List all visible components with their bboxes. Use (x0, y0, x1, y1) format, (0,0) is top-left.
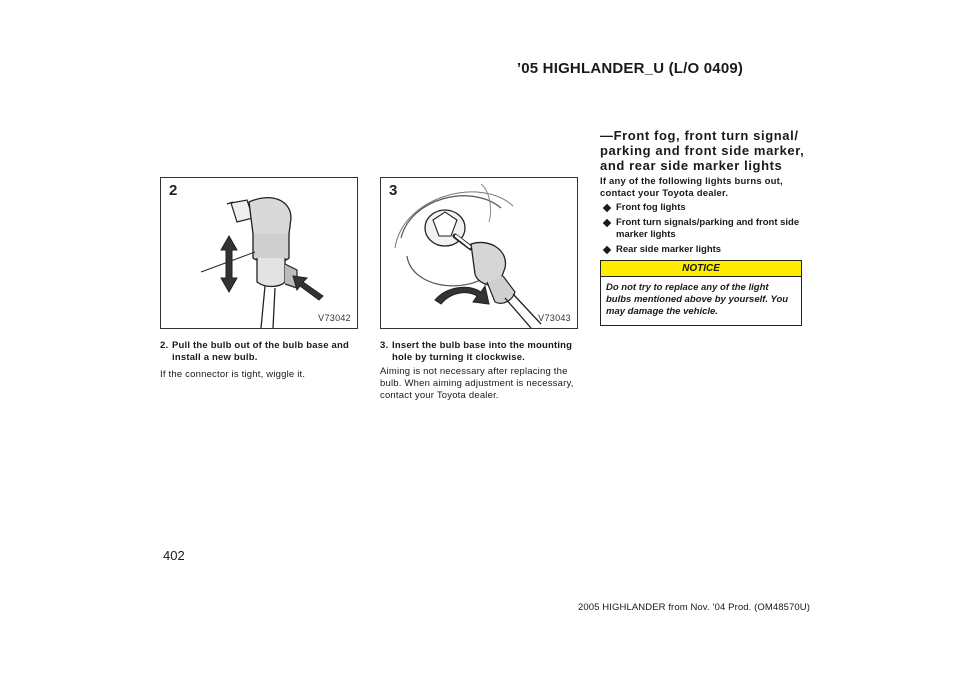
figure-code: V73042 (318, 313, 351, 323)
bulb-removal-illustration (161, 178, 357, 328)
document-footer: 2005 HIGHLANDER from Nov. ’04 Prod. (OM48570U) (578, 602, 810, 613)
step-3-heading (380, 340, 584, 364)
step-3-body: Aiming is not necessary after replacing the bulb. When aiming adjustment is necessary, contact your Toyota dealer. (380, 366, 574, 401)
diamond-bullet-icon (603, 219, 611, 227)
diamond-bullet-icon (603, 204, 611, 212)
step-2-heading (160, 340, 364, 364)
step-number: 3. (380, 340, 389, 351)
section-title: —Front fog, front turn signal/ parking and front side marker, and rear side marker lights (600, 128, 805, 173)
document-header: ’05 HIGHLANDER_U (L/O 0409) (516, 60, 744, 77)
notice-label: NOTICE (601, 261, 801, 277)
list-item (600, 244, 802, 256)
figure-code: V73043 (538, 313, 571, 323)
step-heading-text: Pull the bulb out of the bulb base and install a new bulb. (172, 340, 350, 363)
notice-text: Do not try to replace any of the light bulbs mentioned above by yourself. You may damage the vehicle. (606, 282, 789, 317)
list-item-text: Front turn signals/parking and front side marker lights (616, 217, 800, 240)
figure-step-number: 3 (389, 182, 398, 199)
notice-box (600, 260, 802, 326)
list-item (600, 217, 802, 241)
figure-step-number: 2 (169, 182, 178, 199)
list-item-text: Rear side marker lights (616, 244, 722, 255)
step-heading-text: Insert the bulb base into the mounting hole by turning it clockwise. (392, 340, 573, 363)
step-2-block (160, 340, 364, 364)
right-intro-text: If any of the following lights burns out, contact your Toyota dealer. (600, 176, 783, 199)
step-2-body: If the connector is tight, wiggle it. (160, 369, 306, 380)
page-number: 402 (163, 548, 185, 563)
step-3-block (380, 340, 584, 364)
step-number: 2. (160, 340, 169, 351)
list-item-text: Front fog lights (616, 202, 686, 213)
bulb-insertion-illustration (381, 178, 577, 328)
list-item (600, 202, 802, 214)
diamond-bullet-icon (603, 246, 611, 254)
figure-step-2 (160, 177, 358, 329)
figure-step-3 (380, 177, 578, 329)
bullet-list (600, 202, 802, 259)
